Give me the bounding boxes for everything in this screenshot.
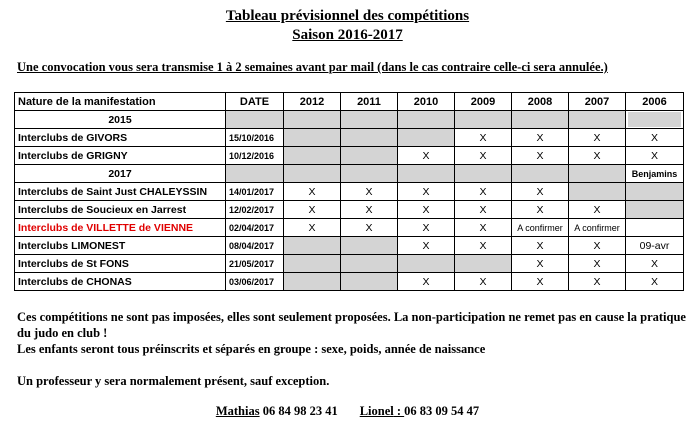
contact-name-mathias: Mathias — [215, 404, 260, 418]
participation-cell: X — [455, 201, 512, 219]
participation-cell: X — [284, 219, 341, 237]
participation-cell: X — [455, 219, 512, 237]
info-paragraph-optional: Ces compétitions ne sont pas imposées, elles sont seulement proposées. La non-participation ne remet pas en cause la pratique du judo en club ! — [17, 310, 686, 340]
table-row — [15, 201, 684, 219]
participation-cell: X — [398, 183, 455, 201]
participation-cell: X — [512, 183, 569, 201]
table-row — [15, 147, 684, 165]
section-label-2015: 2015 — [15, 111, 226, 129]
contact-name-lionel: Lionel — [359, 404, 394, 418]
header-date: DATE — [226, 93, 284, 111]
shaded-cell — [626, 111, 684, 129]
event-date: 08/04/2017 — [226, 237, 284, 255]
participation-cell: X — [455, 147, 512, 165]
event-date: 21/05/2017 — [226, 255, 284, 273]
table-row — [15, 255, 684, 273]
participation-cell: X — [284, 183, 341, 201]
section-row-2017 — [15, 165, 684, 183]
table-row — [15, 219, 684, 237]
shaded-cell — [398, 129, 455, 147]
shaded-cell — [341, 129, 398, 147]
shaded-cell — [341, 165, 398, 183]
participation-cell: X — [512, 273, 569, 291]
participation-cell: X — [626, 129, 684, 147]
info-paragraph-teacher: Un professeur y sera normalement présent, sauf exception. — [17, 374, 330, 388]
participation-cell: X — [626, 255, 684, 273]
participation-cell: A confirmer — [512, 219, 569, 237]
participation-cell: X — [284, 201, 341, 219]
event-name: Interclubs de CHONAS — [15, 273, 226, 291]
participation-cell: X — [398, 273, 455, 291]
shaded-cell — [341, 111, 398, 129]
event-name: Interclubs de Saint Just CHALEYSSIN — [15, 183, 226, 201]
shaded-cell — [398, 165, 455, 183]
table-row — [15, 273, 684, 291]
participation-cell: X — [398, 237, 455, 255]
shaded-cell — [284, 165, 341, 183]
shaded-cell — [284, 147, 341, 165]
table-row — [15, 129, 684, 147]
participation-cell: X — [569, 147, 626, 165]
shaded-cell — [512, 165, 569, 183]
shaded-cell — [341, 237, 398, 255]
event-date: 03/06/2017 — [226, 273, 284, 291]
participation-cell: X — [341, 201, 398, 219]
participation-cell: X — [626, 147, 684, 165]
shaded-cell — [398, 111, 455, 129]
shaded-cell — [455, 111, 512, 129]
participation-cell: X — [398, 201, 455, 219]
event-date: 10/12/2016 — [226, 147, 284, 165]
participation-cell: X — [569, 129, 626, 147]
section-label-2017: 2017 — [15, 165, 226, 183]
table-header-row — [15, 93, 684, 111]
header-2009: 2009 — [455, 93, 512, 111]
shaded-cell — [341, 255, 398, 273]
header-2006: 2006 — [626, 93, 684, 111]
shaded-cell — [341, 273, 398, 291]
event-date: 12/02/2017 — [226, 201, 284, 219]
participation-cell: X — [455, 129, 512, 147]
participation-cell: A confirmer — [569, 219, 626, 237]
shaded-cell — [398, 255, 455, 273]
participation-cell: X — [398, 219, 455, 237]
benjamins-label: Benjamins — [626, 165, 684, 183]
shaded-cell — [626, 201, 684, 219]
participation-cell: X — [569, 255, 626, 273]
event-name: Interclubs de Soucieux en Jarrest — [15, 201, 226, 219]
shaded-cell — [226, 165, 284, 183]
participation-cell — [626, 219, 684, 237]
shaded-cell — [284, 273, 341, 291]
event-date: 14/01/2017 — [226, 183, 284, 201]
shaded-cell — [284, 237, 341, 255]
event-name: Interclubs LIMONEST — [15, 237, 226, 255]
event-date: 02/04/2017 — [226, 219, 284, 237]
shaded-cell — [512, 111, 569, 129]
participation-cell: X — [569, 201, 626, 219]
header-2007: 2007 — [569, 93, 626, 111]
table-row — [15, 183, 684, 201]
participation-cell: X — [512, 129, 569, 147]
convocation-notice: Une convocation vous sera transmise 1 à 2 semaines avant par mail (dans le cas contraire celle-ci sera annulée.) — [17, 60, 608, 74]
header-2012: 2012 — [284, 93, 341, 111]
participation-cell: X — [455, 237, 512, 255]
shaded-cell — [455, 165, 512, 183]
section-row-2015 — [15, 111, 684, 129]
shaded-cell — [455, 255, 512, 273]
participation-cell: X — [455, 183, 512, 201]
event-name: Interclubs de GRIGNY — [15, 147, 226, 165]
shaded-cell — [284, 111, 341, 129]
contact-phone-lionel: 06 83 09 54 47 — [404, 404, 480, 418]
event-name: Interclubs de GIVORS — [15, 129, 226, 147]
event-name: Interclubs de St FONS — [15, 255, 226, 273]
table-row — [15, 237, 684, 255]
header-2010: 2010 — [398, 93, 455, 111]
participation-cell: X — [569, 237, 626, 255]
info-paragraph-groups: Les enfants seront tous préinscrits et séparés en groupe : sexe, poids, année de naissance — [17, 342, 486, 356]
shaded-cell — [569, 165, 626, 183]
participation-cell: X — [512, 237, 569, 255]
contact-line — [0, 404, 695, 419]
shaded-cell — [569, 183, 626, 201]
participation-cell: X — [512, 255, 569, 273]
info-section — [17, 309, 689, 389]
participation-cell: 09-avr — [626, 237, 684, 255]
header-2011: 2011 — [341, 93, 398, 111]
shaded-cell — [626, 183, 684, 201]
participation-cell: X — [512, 201, 569, 219]
header-2008: 2008 — [512, 93, 569, 111]
shaded-cell — [226, 111, 284, 129]
participation-cell: X — [398, 147, 455, 165]
participation-cell: X — [626, 273, 684, 291]
participation-cell: X — [512, 147, 569, 165]
shaded-cell — [284, 129, 341, 147]
competition-table — [14, 92, 684, 291]
contact-separator: : — [393, 404, 405, 418]
participation-cell: X — [341, 183, 398, 201]
page-subtitle: Saison 2016-2017 — [292, 27, 403, 43]
shaded-cell — [284, 255, 341, 273]
event-name-highlighted: Interclubs de VILLETTE de VIENNE — [15, 219, 226, 237]
shaded-cell — [341, 147, 398, 165]
contact-phone-mathias: 06 84 98 23 41 — [259, 404, 338, 418]
shaded-cell — [569, 111, 626, 129]
participation-cell: X — [455, 273, 512, 291]
event-date: 15/10/2016 — [226, 129, 284, 147]
participation-cell: X — [569, 273, 626, 291]
participation-cell: X — [341, 219, 398, 237]
page-title: Tableau prévisionnel des compétitions — [225, 8, 470, 24]
header-event-name: Nature de la manifestation — [15, 93, 226, 111]
